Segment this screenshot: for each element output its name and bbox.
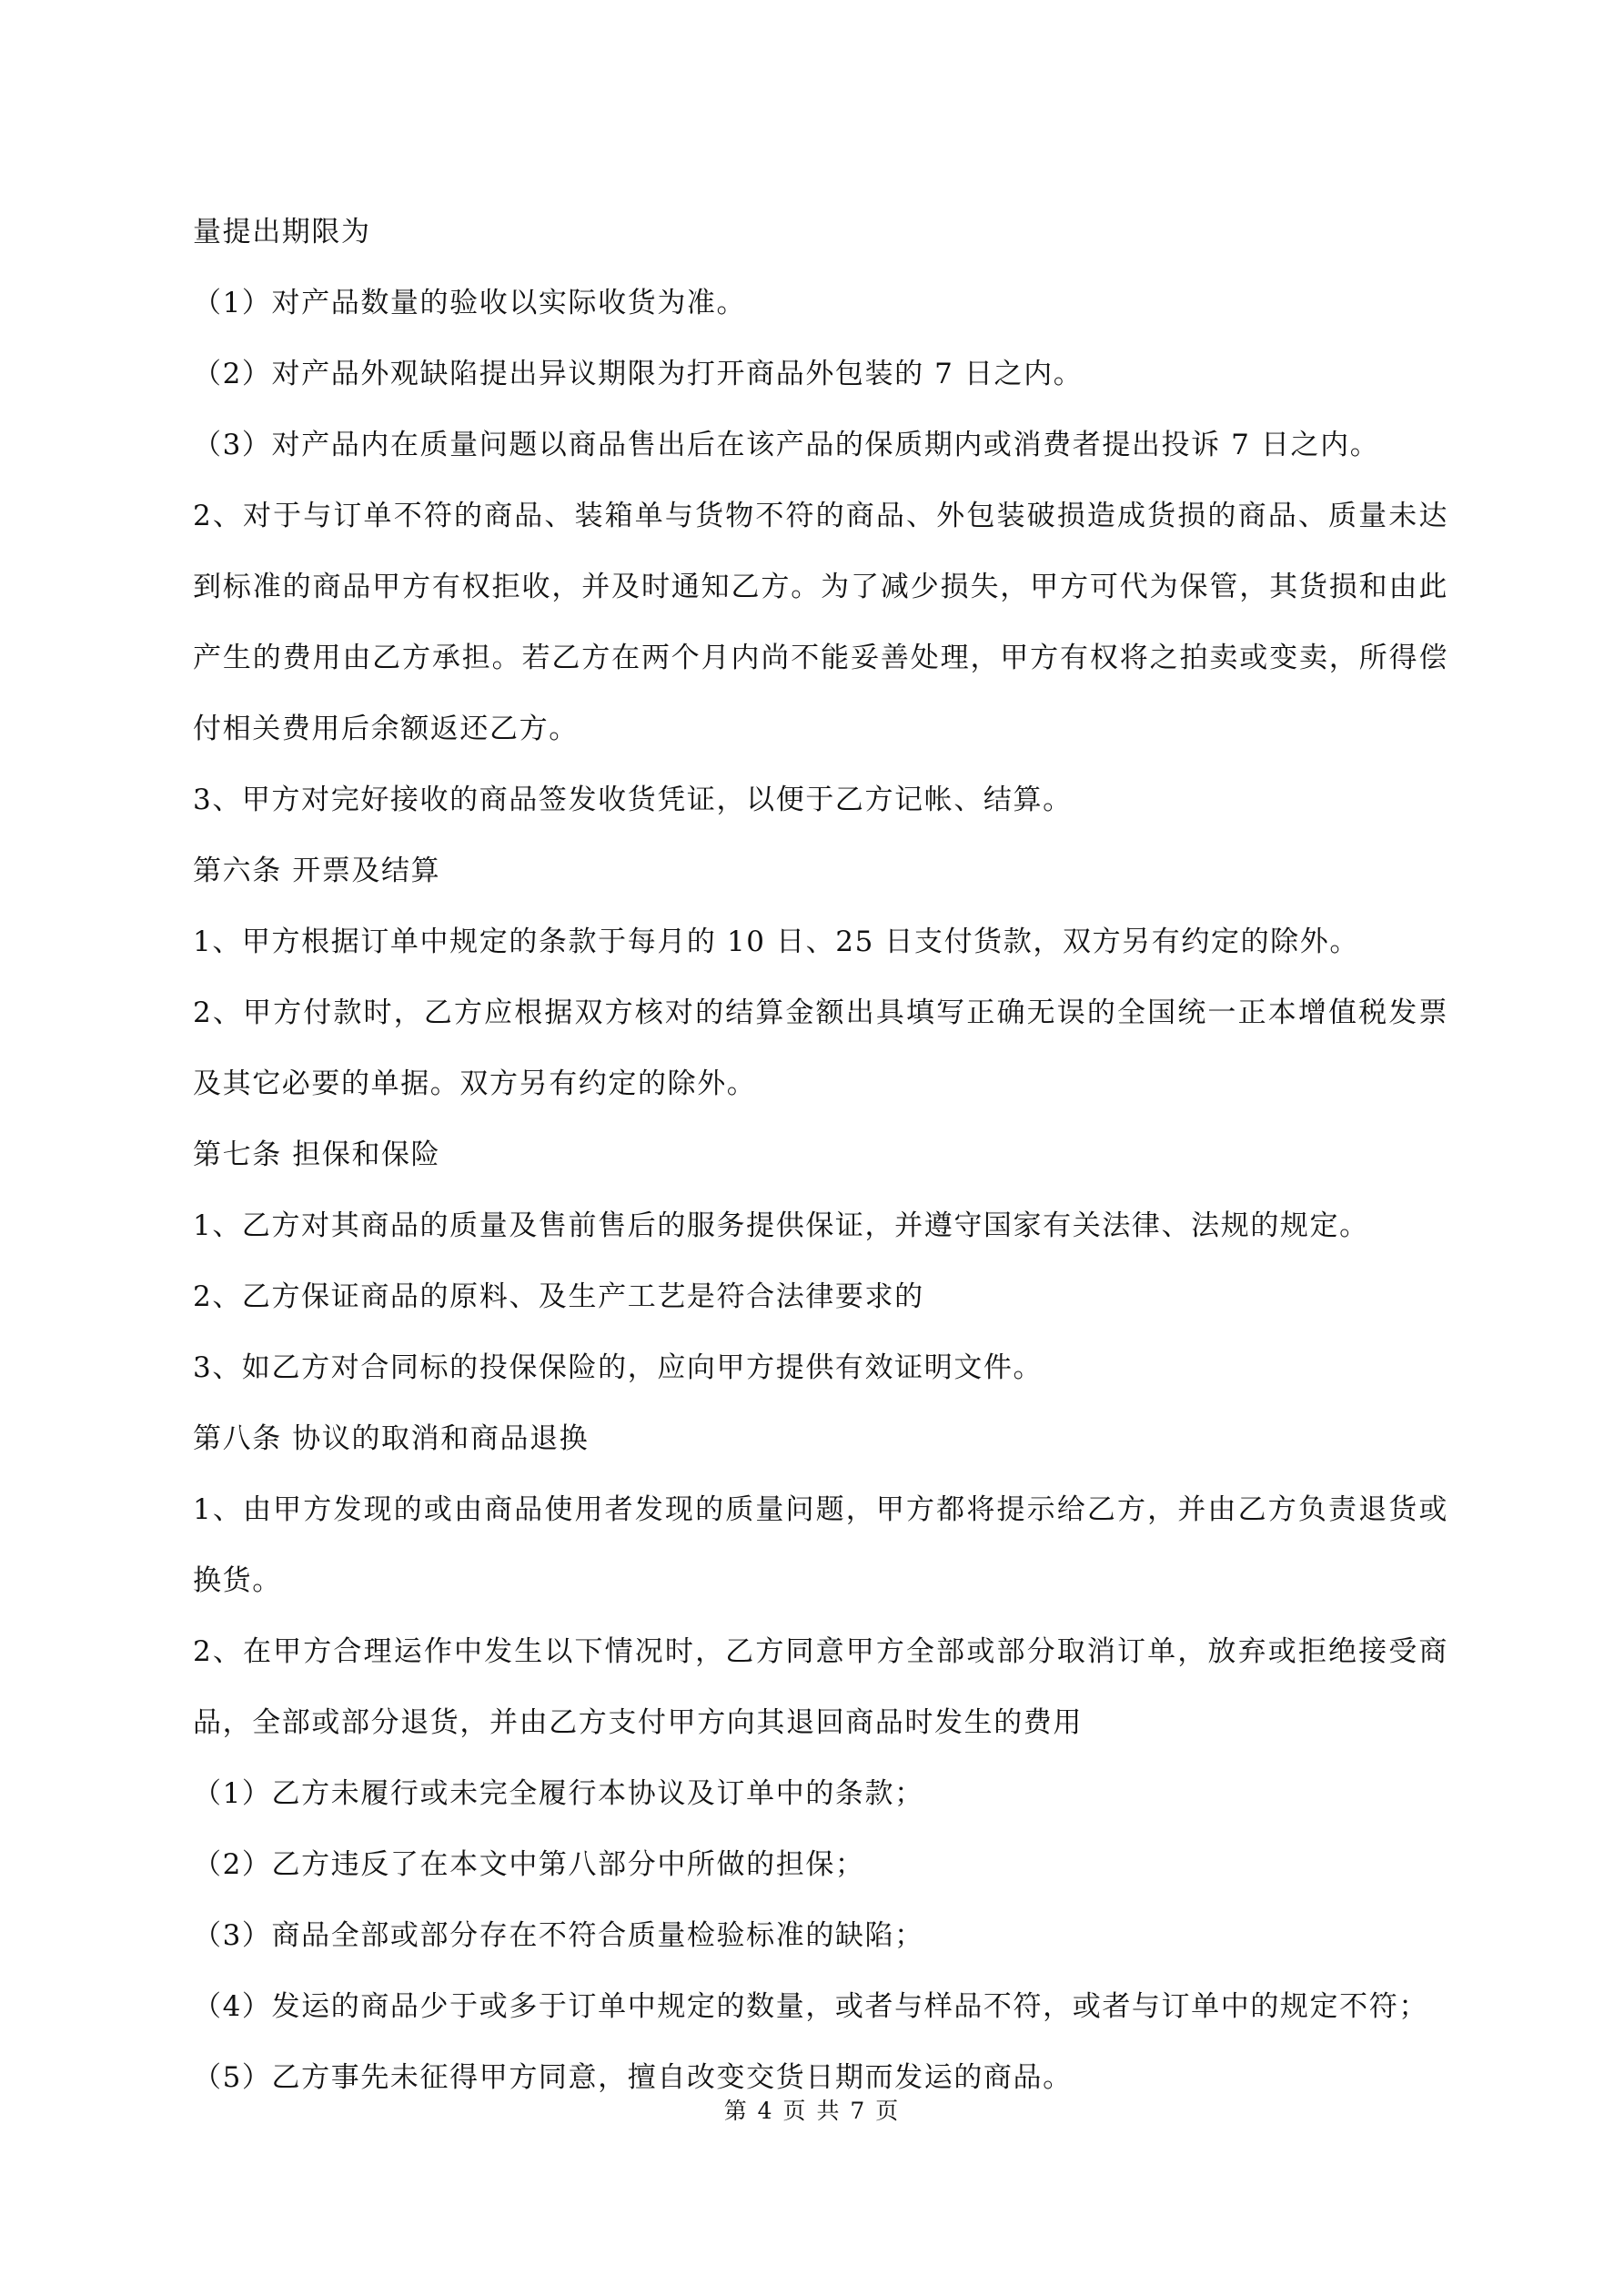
paragraph: 2、对于与订单不符的商品、装箱单与货物不符的商品、外包装破损造成货损的商品、质量未达到标准的商品甲方有权拒收，并及时通知乙方。为了减少损失，甲方可代为保管，其货损和由此产生的费用由乙方承担。若乙方在两个月内尚不能妥善处理，甲方有权将之拍卖或变卖，所得偿付相关费用后余额返还乙方。	[193, 500, 1448, 745]
paragraph: 2、甲方付款时，乙方应根据双方核对的结算金额出具填写正确无误的全国统一正本增值税发票及其它必要的单据。双方另有约定的除外。	[193, 996, 1448, 1100]
paragraph: 1、甲方根据订单中规定的条款于每月的 10 日、25 日支付货款，双方另有约定的除外。	[193, 925, 1359, 958]
paragraph: （3）对产品内在质量问题以商品售出后在该产品的保质期内或消费者提出投诉 7 日之内。	[193, 429, 1380, 461]
paragraph: （2）乙方违反了在本文中第八部分中所做的担保；	[193, 1848, 865, 1881]
paragraph: （3）商品全部或部分存在不符合质量检验标准的缺陷；	[193, 1919, 924, 1952]
section-heading: 第六条 开票及结算	[193, 855, 441, 887]
paragraph: （2）对产品外观缺陷提出异议期限为打开商品外包装的 7 日之内。	[193, 358, 1084, 390]
section-heading: 第八条 协议的取消和商品退换	[193, 1422, 590, 1455]
section-heading: 第七条 担保和保险	[193, 1138, 441, 1171]
paragraph: （5）乙方事先未征得甲方同意，擅自改变交货日期而发运的商品。	[193, 2061, 1073, 2094]
paragraph: （1）乙方未履行或未完全履行本协议及订单中的条款；	[193, 1777, 924, 1810]
paragraph: （1）对产品数量的验收以实际收货为准。	[193, 287, 747, 319]
document-body	[193, 197, 1448, 2113]
paragraph: 2、乙方保证商品的原料、及生产工艺是符合法律要求的	[193, 1280, 924, 1313]
paragraph: 1、由甲方发现的或由商品使用者发现的质量问题，甲方都将提示给乙方，并由乙方负责退货或换货。	[193, 1493, 1448, 1597]
paragraph: 3、如乙方对合同标的投保保险的，应向甲方提供有效证明文件。	[193, 1351, 1044, 1384]
paragraph: 2、在甲方合理运作中发生以下情况时，乙方同意甲方全部或部分取消订单，放弃或拒绝接受商品，全部或部分退货，并由乙方支付甲方向其退回商品时发生的费用	[193, 1635, 1448, 1739]
paragraph: 1、乙方对其商品的质量及售前售后的服务提供保证，并遵守国家有关法律、法规的规定。	[193, 1209, 1369, 1242]
page-number-footer: 第 4 页 共 7 页	[723, 2098, 901, 2124]
paragraph: （4）发运的商品少于或多于订单中规定的数量，或者与样品不符，或者与订单中的规定不符；	[193, 1990, 1428, 2023]
paragraph: 量提出期限为	[193, 216, 371, 248]
paragraph: 3、甲方对完好接收的商品签发收货凭证，以便于乙方记帐、结算。	[193, 784, 1073, 816]
